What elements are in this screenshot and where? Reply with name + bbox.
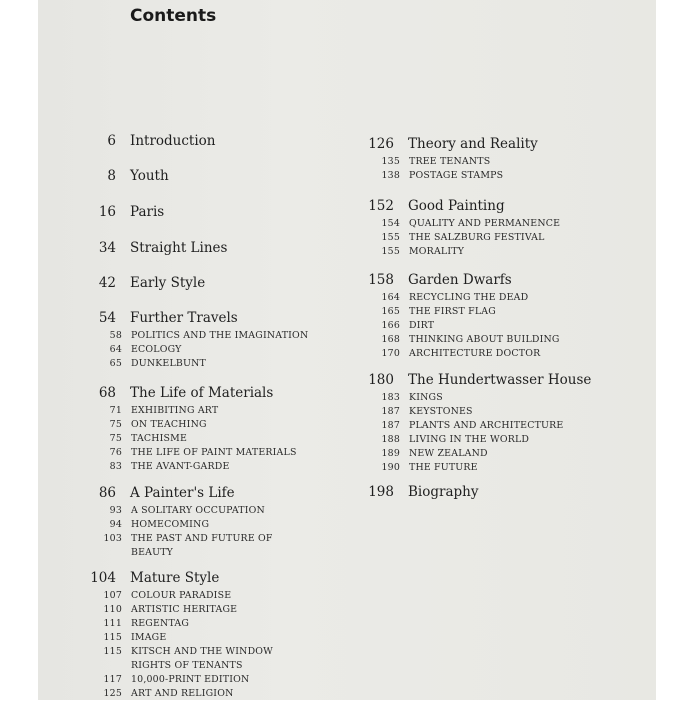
subsection-item: [372, 319, 560, 333]
subsection-title: REGENTAG: [131, 618, 190, 629]
subsection-list: [381, 291, 560, 361]
subsection-item: [372, 461, 591, 475]
chapter-title: Theory and Reality: [408, 136, 538, 152]
subsection-item: [94, 532, 296, 560]
chapter-page-number: 54: [98, 310, 116, 326]
chapter-heading: [368, 484, 479, 500]
subsection-page-number: 188: [381, 434, 400, 445]
chapter-title: Further Travels: [130, 310, 238, 326]
toc-entry: [98, 204, 165, 220]
toc-entry: [368, 198, 561, 259]
chapter-page-number: 86: [98, 485, 116, 501]
subsection-title: TREE TENANTS: [409, 156, 491, 167]
subsection-page-number: 189: [381, 448, 400, 459]
subsection-item: [94, 357, 308, 371]
page-title: Contents: [130, 6, 217, 26]
subsection-item: [372, 217, 560, 231]
chapter-page-number: 198: [368, 484, 394, 500]
subsection-title: PLANTS AND ARCHITECTURE: [409, 420, 564, 431]
subsection-item: [372, 405, 591, 419]
subsection-list: [109, 329, 309, 371]
subsection-list: [381, 391, 591, 475]
subsection-item: [372, 245, 560, 259]
chapter-heading: [368, 198, 560, 214]
subsection-item: [94, 589, 296, 603]
subsection-page-number: 155: [381, 232, 400, 243]
chapter-heading: [368, 272, 560, 288]
subsection-list: [109, 404, 297, 474]
toc-entry: [107, 168, 169, 184]
subsection-item: [94, 673, 296, 687]
chapter-page-number: 16: [98, 204, 116, 220]
chapter-heading: [98, 204, 165, 220]
chapter-title: The Life of Materials: [130, 385, 274, 401]
chapter-page-number: 158: [368, 272, 394, 288]
subsection-page-number: 115: [103, 646, 122, 657]
subsection-page-number: 71: [109, 405, 122, 416]
subsection-item: [94, 418, 297, 432]
subsection-item: [372, 155, 538, 169]
subsection-page-number: 187: [381, 420, 400, 431]
subsection-item: [372, 231, 560, 245]
toc-entry: [368, 372, 592, 475]
toc-entry: [98, 240, 228, 256]
subsection-item: [372, 291, 560, 305]
chapter-page-number: 6: [107, 133, 116, 149]
subsection-page-number: 125: [103, 688, 122, 699]
subsection-title: RECYCLING THE DEAD: [409, 292, 529, 303]
chapter-title: Straight Lines: [130, 240, 228, 256]
subsection-title: IMAGE: [131, 632, 167, 643]
subsection-title: NEW ZEALAND: [409, 448, 488, 459]
chapter-title: Introduction: [130, 133, 216, 149]
subsection-title: ON TEACHING: [131, 419, 207, 430]
chapter-heading: [98, 385, 297, 401]
subsection-page-number: 187: [381, 406, 400, 417]
toc-entry: [368, 136, 538, 183]
chapter-heading: [98, 310, 308, 326]
subsection-title: QUALITY AND PERMANENCE: [409, 218, 561, 229]
subsection-item: [372, 169, 538, 183]
chapter-heading: [98, 485, 296, 501]
chapter-page-number: 126: [368, 136, 394, 152]
subsection-page-number: 58: [109, 330, 122, 341]
chapter-title: Early Style: [130, 275, 206, 291]
subsection-item: [94, 329, 308, 343]
subsection-title: EXHIBITING ART: [131, 405, 219, 416]
subsection-title: POLITICS AND THE IMAGINATION: [131, 330, 309, 341]
subsection-page-number: 83: [109, 461, 122, 472]
subsection-item: [94, 460, 297, 474]
subsection-item: [94, 343, 308, 357]
chapter-heading: [368, 372, 592, 388]
chapter-page-number: 180: [368, 372, 394, 388]
subsection-page-number: 75: [109, 419, 122, 430]
subsection-page-number: 111: [103, 618, 122, 629]
chapter-title: The Hundertwasser House: [408, 372, 592, 388]
subsection-title: THE LIFE OF PAINT MATERIALS: [131, 447, 297, 458]
toc-entry: [90, 570, 296, 701]
subsection-title: DUNKELBUNT: [131, 358, 206, 369]
subsection-title: MORALITY: [409, 246, 465, 257]
subsection-item: [94, 645, 296, 673]
chapter-page-number: 152: [368, 198, 394, 214]
subsection-page-number: 94: [109, 519, 122, 530]
subsection-item: [372, 305, 560, 319]
subsection-title: ART AND RELIGION: [131, 688, 234, 699]
subsection-title: COLOUR PARADISE: [131, 590, 232, 601]
toc-entry: [368, 484, 479, 500]
toc-entry: [107, 133, 216, 149]
subsection-item: [94, 504, 296, 518]
toc-entry: [98, 385, 297, 474]
subsection-page-number: 155: [381, 246, 400, 257]
subsection-item: [372, 347, 560, 361]
subsection-item: [94, 432, 297, 446]
subsection-item: [94, 687, 296, 701]
chapter-page-number: 68: [98, 385, 116, 401]
chapter-page-number: 8: [107, 168, 116, 184]
subsection-page-number: 75: [109, 433, 122, 444]
subsection-page-number: 64: [109, 344, 122, 355]
chapter-heading: [107, 168, 169, 184]
subsection-title: A SOLITARY OCCUPATION: [131, 505, 265, 516]
chapter-heading: [98, 275, 206, 291]
subsection-title: 10,000-PRINT EDITION: [131, 674, 250, 685]
subsection-title: THE FUTURE: [409, 462, 478, 473]
toc-entry: [98, 310, 309, 371]
subsection-page-number: 166: [381, 320, 400, 331]
subsection-page-number: 115: [103, 632, 122, 643]
subsection-title: KINGS: [409, 392, 443, 403]
chapter-heading: [90, 570, 296, 586]
subsection-title: ECOLOGY: [131, 344, 182, 355]
chapter-page-number: 42: [98, 275, 116, 291]
chapter-page-number: 34: [98, 240, 116, 256]
subsection-item: [94, 617, 296, 631]
subsection-page-number: 164: [381, 292, 400, 303]
subsection-item: [372, 419, 591, 433]
subsection-title: DIRT: [409, 320, 435, 331]
subsection-item: [372, 391, 591, 405]
subsection-list: [381, 155, 538, 183]
subsection-page-number: 135: [381, 156, 400, 167]
toc-entry: [98, 485, 296, 560]
subsection-list: [103, 504, 296, 560]
subsection-title: TACHISME: [131, 433, 188, 444]
chapter-heading: [368, 136, 538, 152]
subsection-title: ARCHITECTURE DOCTOR: [409, 348, 541, 359]
subsection-list: [103, 589, 296, 701]
subsection-page-number: 107: [103, 590, 122, 601]
subsection-page-number: 76: [109, 447, 122, 458]
subsection-page-number: 183: [381, 392, 400, 403]
subsection-title: KITSCH AND THE WINDOW RIGHTS OF TENANTS: [131, 646, 274, 671]
subsection-item: [94, 518, 296, 532]
subsection-title: ARTISTIC HERITAGE: [131, 604, 238, 615]
subsection-item: [372, 447, 591, 461]
subsection-item: [94, 446, 297, 460]
subsection-item: [94, 404, 297, 418]
subsection-page-number: 154: [381, 218, 400, 229]
subsection-page-number: 103: [103, 533, 122, 544]
toc-entry: [98, 275, 206, 291]
chapter-title: Biography: [408, 484, 479, 500]
chapter-title: Mature Style: [130, 570, 220, 586]
subsection-title: LIVING IN THE WORLD: [409, 434, 530, 445]
chapter-heading: [107, 133, 216, 149]
subsection-item: [94, 603, 296, 617]
subsection-title: THE AVANT-GARDE: [131, 461, 230, 472]
subsection-page-number: 168: [381, 334, 400, 345]
subsection-page-number: 138: [381, 170, 400, 181]
subsection-title: HOMECOMING: [131, 519, 210, 530]
subsection-page-number: 65: [109, 358, 122, 369]
toc-entry: [368, 272, 560, 361]
subsection-page-number: 190: [381, 462, 400, 473]
chapter-title: Good Painting: [408, 198, 505, 214]
subsection-page-number: 117: [103, 674, 122, 685]
chapter-title: Paris: [130, 204, 165, 220]
subsection-page-number: 170: [381, 348, 400, 359]
subsection-title: THINKING ABOUT BUILDING: [409, 334, 560, 345]
chapter-title: A Painter's Life: [130, 485, 235, 501]
subsection-item: [94, 631, 296, 645]
subsection-page-number: 110: [103, 604, 122, 615]
subsection-item: [372, 433, 591, 447]
subsection-title: KEYSTONES: [409, 406, 473, 417]
subsection-page-number: 165: [381, 306, 400, 317]
chapter-title: Youth: [130, 168, 169, 184]
subsection-title: POSTAGE STAMPS: [409, 170, 504, 181]
subsection-title: THE FIRST FLAG: [409, 306, 496, 317]
chapter-title: Garden Dwarfs: [408, 272, 512, 288]
subsection-item: [372, 333, 560, 347]
subsection-list: [381, 217, 561, 259]
subsection-title: THE PAST AND FUTURE OF BEAUTY: [131, 533, 273, 558]
subsection-title: THE SALZBURG FESTIVAL: [409, 232, 545, 243]
chapter-page-number: 104: [90, 570, 116, 586]
subsection-page-number: 93: [109, 505, 122, 516]
chapter-heading: [98, 240, 228, 256]
